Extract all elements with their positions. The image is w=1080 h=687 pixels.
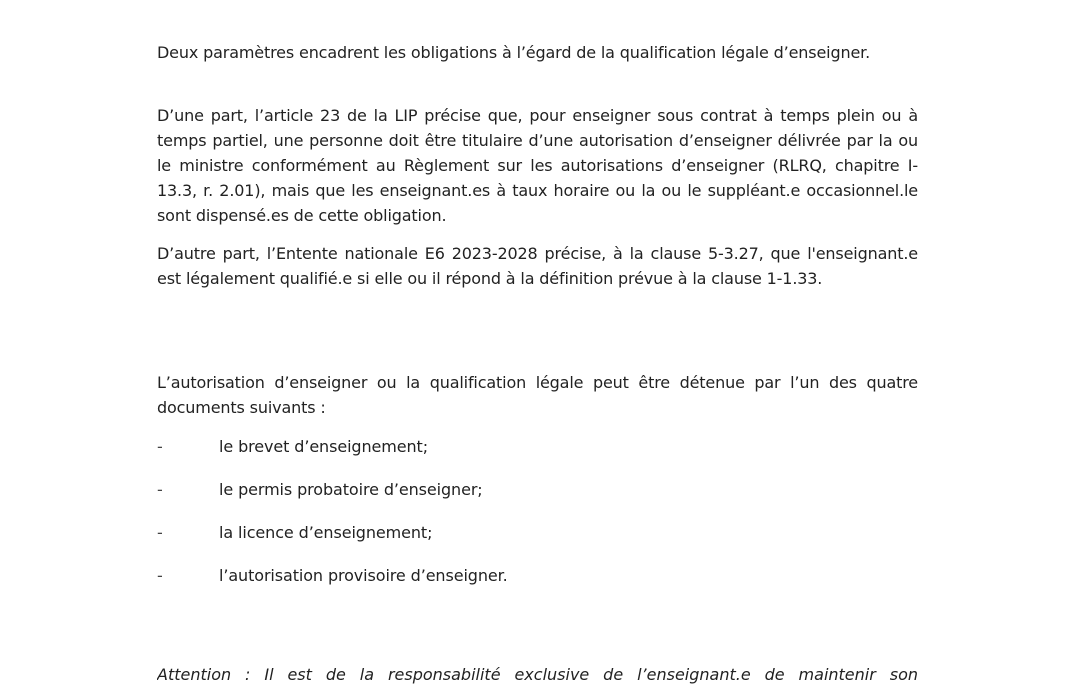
paragraph-entente-nationale: D’autre part, l’Entente nationale E6 2023-2028 précise, à la clause 5-3.27, que l'enseignant.e est légalement qualifié.e si elle ou il répond à la définition prévue à la clause 1-1.33. (157, 244, 918, 288)
list-item (157, 563, 918, 606)
paragraph-article-23-lip: D’une part, l’article 23 de la LIP précise que, pour enseigner sous contrat à temps plein ou à temps partiel, une personne doit être titulaire d’une autorisation d’enseigner délivrée par la ou le ministre conformément au Règlement sur les autorisations d’enseigner (RLRQ, chapitre I-13.3, r. 2.01), mais que les enseignant.es à taux horaire ou la ou le suppléant.e occasionnel.le sont dispensé.es de cette obligation. (157, 106, 918, 225)
dash-bullet-icon: - (157, 566, 163, 585)
dash-bullet-icon: - (157, 480, 163, 499)
paragraph-intro: Deux paramètres encadrent les obligations à l’égard de la qualification légale d’enseigner. (157, 43, 871, 62)
attention-note: Attention : Il est de la responsabilité exclusive de l’enseignant.e de maintenir son (157, 665, 918, 684)
list-item (157, 434, 918, 477)
list-item-text: le permis probatoire d’enseigner; (219, 480, 483, 499)
list-item (157, 477, 918, 520)
list-item-text: l’autorisation provisoire d’enseigner. (219, 566, 508, 585)
list-item-text: la licence d’enseignement; (219, 523, 433, 542)
documents-list (157, 434, 918, 606)
dash-bullet-icon: - (157, 523, 163, 542)
list-item-text: le brevet d’enseignement; (219, 437, 429, 456)
list-item (157, 520, 918, 563)
paragraph-documents-intro: L’autorisation d’enseigner ou la qualification légale peut être détenue par l’un des quatre documents suivants : (157, 373, 918, 417)
dash-bullet-icon: - (157, 437, 163, 456)
